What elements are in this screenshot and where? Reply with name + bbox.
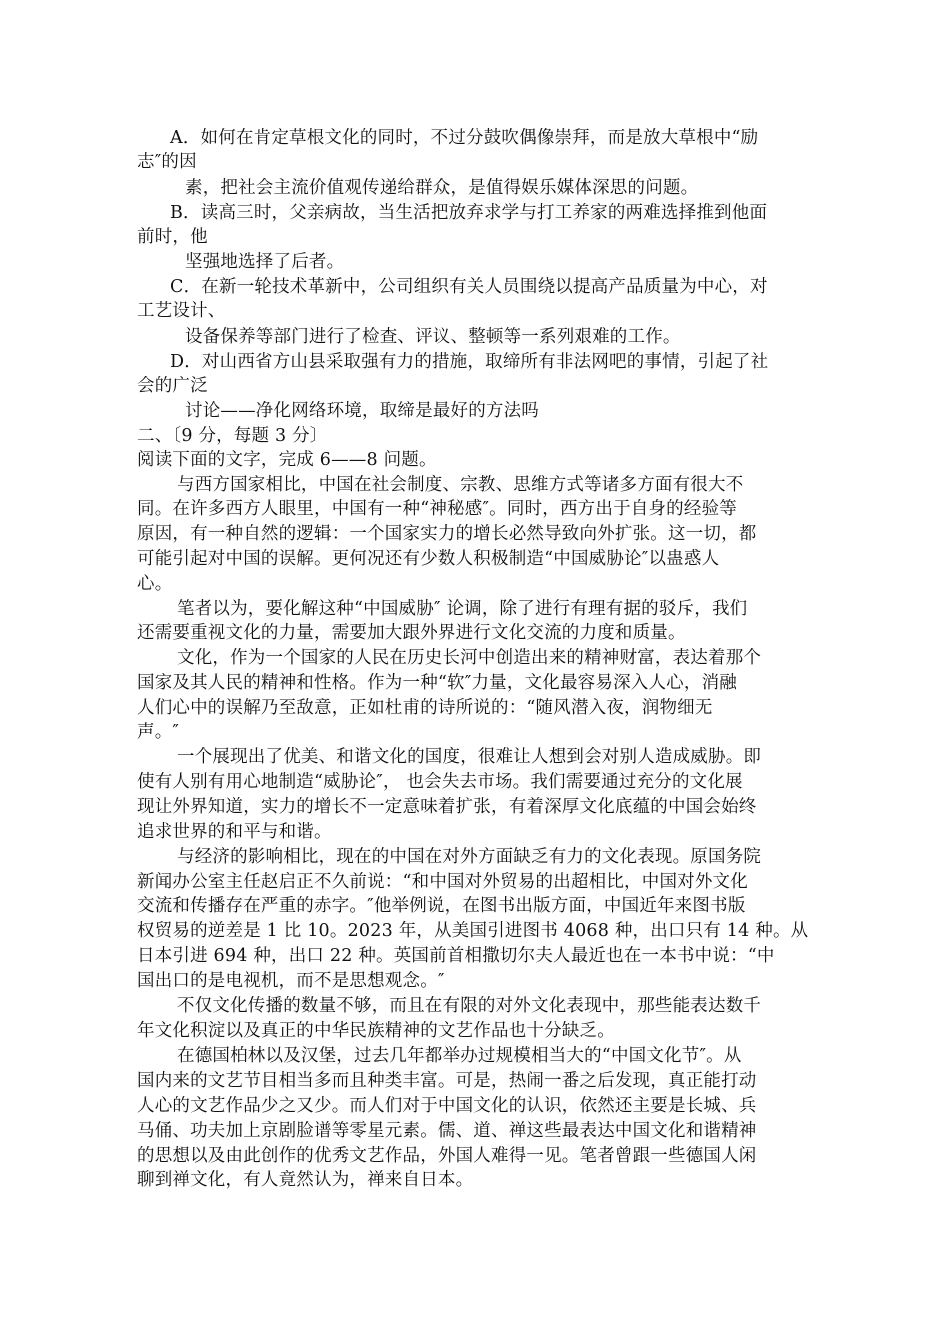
passage-line: 原因，有一种自然的逻辑：一个国家实力的增长必然导致向外扩张。这一切，都 [137,524,757,544]
option-a-line-2: 志″的因 [137,152,197,172]
option-a-line-1: A．如何在肯定草根文化的同时，不过分鼓吹偶像崇拜，而是放大草根中“励 [170,128,759,148]
passage-line: 声。″ [137,722,180,742]
passage-line: 人心的文艺作品少之又少。而人们对于中国文化的认识，依然还主要是长城、兵 [137,1096,757,1116]
section-instruction: 阅读下面的文字，完成 6——8 问题。 [137,450,437,470]
passage-line: 还需要重视文化的力量，需要加大跟外界进行文化交流的力度和质量。 [137,623,686,643]
passage-line: 使有人别有用心地制造“威胁论″， 也会失去市场。我们需要通过充分的文化展 [137,772,743,792]
option-d-line-3: 讨论——净化网络环境，取缔是最好的方法吗 [185,401,539,421]
option-c-line-2: 工艺设计、 [137,301,226,321]
option-a-line-3: 素，把社会主流价值观传递给群众，是值得娱乐媒体深思的问题。 [185,178,699,198]
passage-line: 可能引起对中国的误解。更何况还有少数人积极制造“中国威胁论″以蛊惑人 [137,549,720,569]
option-b-line-3: 坚强地选择了后者。 [185,252,345,272]
section-heading: 二、〔9 分，每题 3 分〕 [137,426,328,446]
passage-line: 国家及其人民的精神和性格。作为一种“软″力量，文化最容易深入人心，消融 [137,673,737,693]
passage-line: 不仅文化传播的数量不够，而且在有限的对外文化表现中，那些能表达数千 [177,996,762,1016]
passage-line: 交流和传播存在严重的赤字。″他举例说，在图书出版方面，中国近年来图书版 [137,896,746,916]
passage-line: 国出口的是电视机，而不是思想观念。″ [137,971,445,991]
passage-line: 权贸易的逆差是 1 比 10。2023 年，从美国引进图书 4068 种，出口只有 14 种。从 [137,921,809,941]
passage-line: 马俑、功夫加上京剧脸谱等零星元素。儒、道、禅这些最表达中国文化和谐精神 [137,1121,757,1141]
option-c-line-1: C．在新一轮技术革新中，公司组织有关人员围绕以提高产品质量为中心，对 [170,277,768,297]
passage-line: 追求世界的和平与和谐。 [137,822,332,842]
option-b-line-2: 前时，他 [137,227,208,247]
passage-line: 年文化积淀以及真正的中华民族精神的文艺作品也十分缺乏。 [137,1021,615,1041]
passage-line: 现让外界知道，实力的增长不一定意味着扩张，有着深厚文化底蕴的中国会始终 [137,797,757,817]
passage-line: 人们心中的误解乃至敌意，正如杜甫的诗所说的：“随风潜入夜，润物细无 [137,698,713,718]
passage-line: 一个展现出了优美、和谐文化的国度，很难让人想到会对别人造成威胁。即 [177,747,762,767]
option-b-line-1: B．读高三时，父亲病故，当生活把放弃求学与打工养家的两难选择推到他面 [170,203,768,223]
passage-line: 同。在许多西方人眼里，中国有一种“神秘感″。同时，西方出于自身的经验等 [137,499,737,519]
passage-line: 笔者以为，要化解这种“中国威胁″ 论调，除了进行有理有据的驳斥，我们 [177,599,748,619]
passage-line: 与经济的影响相比，现在的中国在对外方面缺乏有力的文化表现。原国务院 [177,847,762,867]
passage-line: 文化，作为一个国家的人民在历史长河中创造出来的精神财富，表达着那个 [177,648,762,668]
passage-line: 日本引进 694 种，出口 22 种。英国前首相撒切尔夫人最近也在一本书中说：“中 [137,946,775,966]
passage-line: 心。 [137,574,173,594]
passage-line: 国内来的文艺节目相当多而且种类丰富。可是，热闹一番之后发现，真正能打动 [137,1071,757,1091]
passage-line: 聊到禅文化，有人竟然认为，禅来自日本。 [137,1170,474,1190]
option-d-line-2: 会的广泛 [137,376,208,396]
passage-line: 在德国柏林以及汉堡，过去几年都举办过规模相当大的“中国文化节″。从 [177,1046,742,1066]
passage-line: 的思想以及由此创作的优秀文艺作品，外国人难得一见。笔者曾跟一些德国人闲 [137,1146,757,1166]
option-d-line-1: D．对山西省方山县采取强有力的措施，取缔所有非法网吧的事情，引起了社 [170,352,769,372]
passage-line: 与西方国家相比，中国在社会制度、宗教、思维方式等诸多方面有很大不 [177,475,744,495]
passage-line: 新闻办公室主任赵启正不久前说：“和中国对外贸易的出超相比，中国对外文化 [137,872,748,892]
option-c-line-3: 设备保养等部门进行了检查、评议、整顿等一系列艰难的工作。 [185,327,681,347]
